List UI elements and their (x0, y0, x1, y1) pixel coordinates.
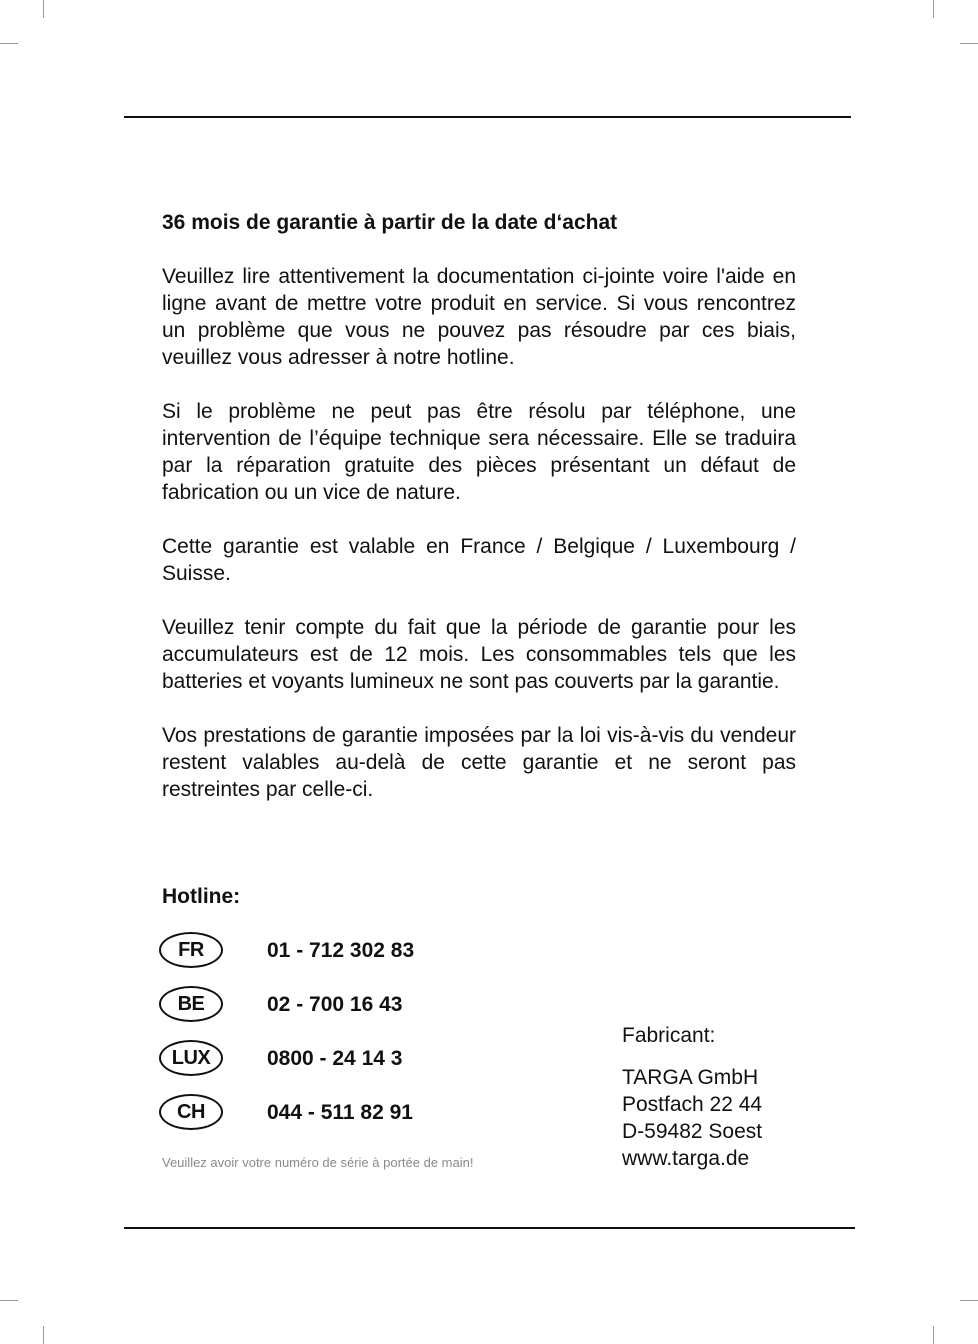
manufacturer-address-line2: D-59482 Soest (622, 1120, 763, 1143)
serial-number-note: Veuillez avoir votre numéro de série à portée de main! (162, 1155, 474, 1170)
crop-mark-bottom-right-h (960, 1300, 978, 1301)
paragraph-technical-intervention: Si le problème ne peut pas être résolu par téléphone, une intervention de l’équipe technique sera nécessaire. Elle se traduira par la réparation gratuite des pièces présentant un défaut de fabrication ou un vice de nature. (162, 400, 796, 504)
crop-mark-top-left (43, 0, 44, 18)
footer-rule (124, 1227, 855, 1229)
hotline-row-ch (159, 1094, 559, 1134)
manufacturer-label: Fabricant: (622, 1024, 716, 1047)
phone-number-lux: 0800 - 24 14 3 (267, 1047, 403, 1070)
paragraph-legal-rights: Vos prestations de garantie imposées par la loi vis-à-vis du vendeur restent valables au-delà de cette garantie et ne seront pas restreintes par celle-ci. (162, 724, 796, 801)
country-badge-ch: CH (159, 1094, 223, 1130)
manufacturer-address-line1: Postfach 22 44 (622, 1093, 763, 1116)
hotline-title: Hotline: (162, 885, 241, 908)
crop-mark-bottom-right (933, 1326, 934, 1344)
country-badge-be: BE (159, 986, 223, 1022)
phone-number-fr: 01 - 712 302 83 (267, 939, 415, 962)
warranty-heading: 36 mois de garantie à partir de la date d‘achat (162, 211, 618, 234)
hotline-row-be (159, 986, 559, 1026)
crop-mark-top-left-h (0, 43, 18, 44)
phone-number-ch: 044 - 511 82 91 (267, 1101, 413, 1124)
warranty-text (162, 209, 796, 830)
country-badge-lux: LUX (159, 1040, 223, 1076)
header-rule (124, 116, 851, 118)
country-badge-fr: FR (159, 932, 223, 968)
paragraph-documentation: Veuillez lire attentivement la documentation ci-jointe voire l'aide en ligne avant de mettre votre produit en service. Si vous rencontrez un problème que vous ne pouvez pas résoudre par ces biais, veuillez vous adresser à notre hotline. (162, 265, 796, 369)
paragraph-validity: Cette garantie est valable en France / Belgique / Luxembourg / Suisse. (162, 535, 796, 585)
phone-number-be: 02 - 700 16 43 (267, 993, 403, 1016)
paragraph-accumulators: Veuillez tenir compte du fait que la période de garantie pour les accumulateurs est de 12 mois. Les consommables tels que les batteries et voyants lumineux ne sont pas couverts par la garantie. (162, 616, 796, 693)
hotline-row-fr (159, 932, 559, 972)
crop-mark-bottom-left (43, 1326, 44, 1344)
crop-mark-top-right-h (960, 43, 978, 44)
crop-mark-top-right (933, 0, 934, 18)
manufacturer-website: www.targa.de (622, 1147, 750, 1170)
crop-mark-bottom-left-h (0, 1300, 18, 1301)
manufacturer-block (622, 1022, 762, 1172)
hotline-row-lux (159, 1040, 559, 1080)
manufacturer-name: TARGA GmbH (622, 1066, 759, 1089)
